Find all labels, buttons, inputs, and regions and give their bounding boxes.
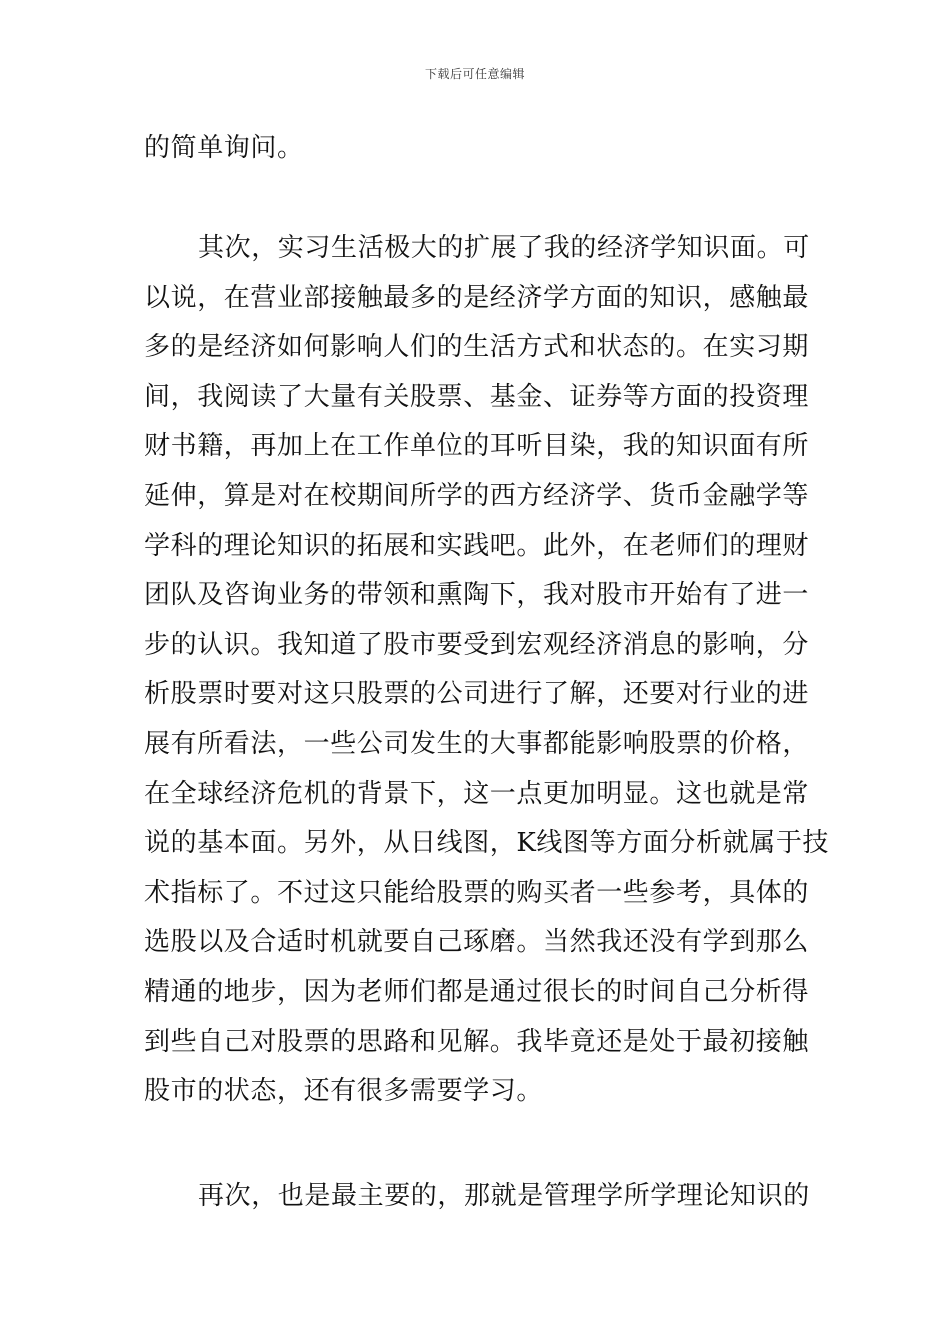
text-line: 学科的理论知识的拓展和实践吧。此外，在老师们的理财 (144, 530, 810, 561)
paragraph-economics-knowledge (144, 224, 830, 1117)
text-line: 再次，也是最主要的，那就是管理学所学理论知识的 (198, 1181, 810, 1211)
page-header: 下载后可任意编辑 (424, 67, 525, 81)
text-line: 在全球经济危机的背景下，这一点更加明显。这也就是常 (144, 778, 810, 809)
text-line: 析股票时要对这只股票的公司进行了解，还要对行业的进 (144, 679, 810, 710)
text-line: 精通的地步，因为老师们都是通过很长的时间自己分析得 (144, 976, 810, 1007)
text-line: 选股以及合适时机就要自己琢磨。当然我还没有学到那么 (144, 927, 810, 958)
text-line: 股市的状态，还有很多需要学习。 (144, 1076, 544, 1107)
text-line: 的简单询问。 (144, 133, 304, 163)
text-line: 以说，在营业部接触最多的是经济学方面的知识，感触最 (144, 282, 810, 313)
text-line: 间，我阅读了大量有关股票、基金、证券等方面的投资理 (144, 381, 810, 412)
text-line: 展有所看法，一些公司发生的大事都能影响股票的价格， (144, 728, 810, 759)
text-line: 到些自己对股票的思路和见解。我毕竟还是处于最初接触 (144, 1026, 810, 1057)
paragraph-continuation (144, 124, 808, 174)
paragraph-management-knowledge (144, 1172, 808, 1222)
text-line: 财书籍，再加上在工作单位的耳听目染，我的知识面有所 (144, 431, 810, 462)
text-line: 团队及咨询业务的带领和熏陶下，我对股市开始有了进一 (144, 580, 810, 611)
text-line: 其次，实习生活极大的扩展了我的经济学知识面。可 (198, 233, 810, 263)
text-line: 步的认识。我知道了股市要受到宏观经济消息的影响，分 (144, 629, 810, 660)
text-line: 延伸，算是对在校期间所学的西方经济学、货币金融学等 (144, 480, 810, 511)
text-line: 说的基本面。另外，从日线图，K线图等方面分析就属于技 (144, 828, 830, 859)
text-line: 术指标了。不过这只能给股票的购买者一些参考，具体的 (144, 877, 810, 908)
text-line: 多的是经济如何影响人们的生活方式和状态的。在实习期 (144, 332, 810, 363)
